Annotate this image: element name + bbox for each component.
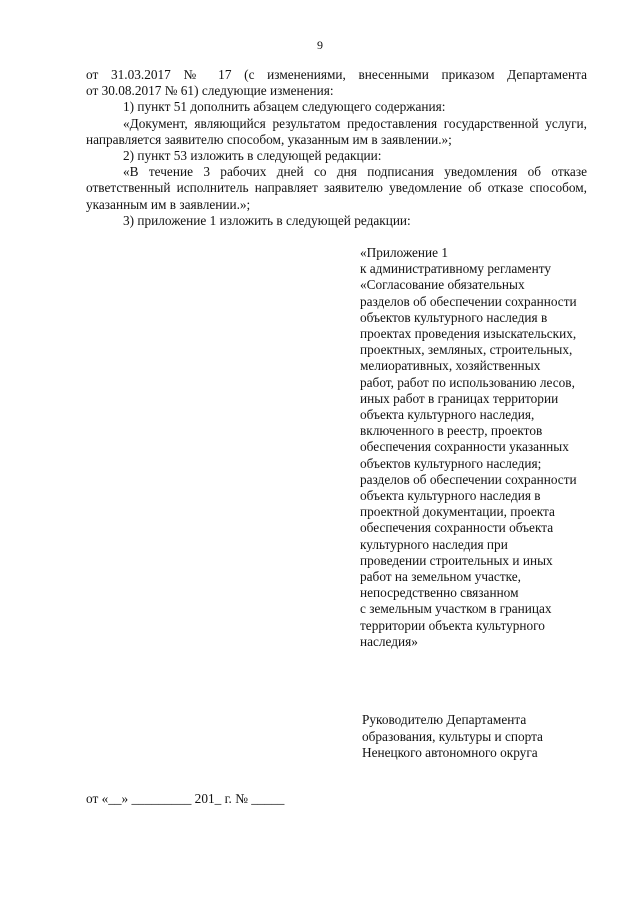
paragraph-annex-1: 3) приложение 1 изложить в следующей редакции: [123, 212, 411, 228]
page-number: 9 [317, 38, 323, 52]
paragraph-item-53-text: «В течение 3 рабочих дней со дня подписания уведомления об отказе ответственный исполнитель направляет заявителю уведомление об отказе способом, указанным им в заявлении.»; [86, 164, 587, 212]
annex-line: проектах проведения изыскательских, [360, 326, 577, 342]
annex-line: территории объекта культурного [360, 617, 545, 633]
annex-heading [360, 245, 600, 650]
annex-line: с земельным участком в границах [360, 601, 552, 617]
annex-line: объекта культурного наследия, [360, 407, 535, 423]
annex-line: «Согласование обязательных [360, 277, 525, 293]
body-text [86, 67, 587, 229]
annex-line: к административному регламенту [360, 261, 551, 277]
paragraph-item-53: 2) пункт 53 изложить в следующей редакции: [123, 148, 382, 164]
annex-line: «Приложение 1 [360, 245, 448, 260]
annex-line: объекта культурного наследия в [360, 488, 541, 504]
date-number-line: от «__» _________ 201_ г. № _____ [86, 791, 285, 806]
annex-line: проектных, земляных, строительных, [360, 342, 573, 358]
annex-line: объектов культурного наследия в [360, 309, 548, 325]
annex-line: работ, работ по использованию лесов, [360, 374, 575, 390]
annex-line: разделов об обеспечении сохранности [360, 293, 577, 309]
paragraph-item-51: 1) пункт 51 дополнить абзацем следующего содержания: [123, 99, 446, 115]
annex-line: наследия» [360, 633, 418, 649]
annex-line: культурного наследия при [360, 536, 508, 552]
addressee-block [362, 712, 602, 762]
addressee-line: образования, культуры и спорта [362, 728, 543, 744]
annex-line: мелиоративных, хозяйственных [360, 358, 541, 374]
annex-line: непосредственно связанном [360, 585, 519, 601]
annex-line: проектной документации, проекта [360, 504, 555, 520]
addressee-line: Ненецкого автономного округа [362, 745, 538, 760]
annex-line: включенного в реестр, проектов [360, 423, 543, 439]
annex-line: обеспечения сохранности указанных [360, 439, 569, 455]
annex-line: иных работ в границах территории [360, 390, 559, 406]
annex-line: работ на земельном участке, [360, 569, 521, 585]
annex-line: разделов об обеспечении сохранности [360, 471, 577, 487]
paragraph-order-reference-line1: от 31.03.2017 № 17 (с изменениями, внесенными приказом Департамента [86, 67, 587, 82]
paragraph-order-reference-line2: от 30.08.2017 № 61) следующие изменения: [86, 83, 334, 99]
annex-line: обеспечения сохранности объекта [360, 520, 554, 536]
paragraph-item-51-text: «Документ, являющийся результатом предоставления государственной услуги, направляется заявителю способом, указанным им в заявлении.»; [86, 115, 587, 147]
annex-line: объектов культурного наследия; [360, 455, 542, 471]
addressee-line: Руководителю Департамента [362, 712, 527, 727]
annex-line: проведении строительных и иных [360, 552, 553, 568]
